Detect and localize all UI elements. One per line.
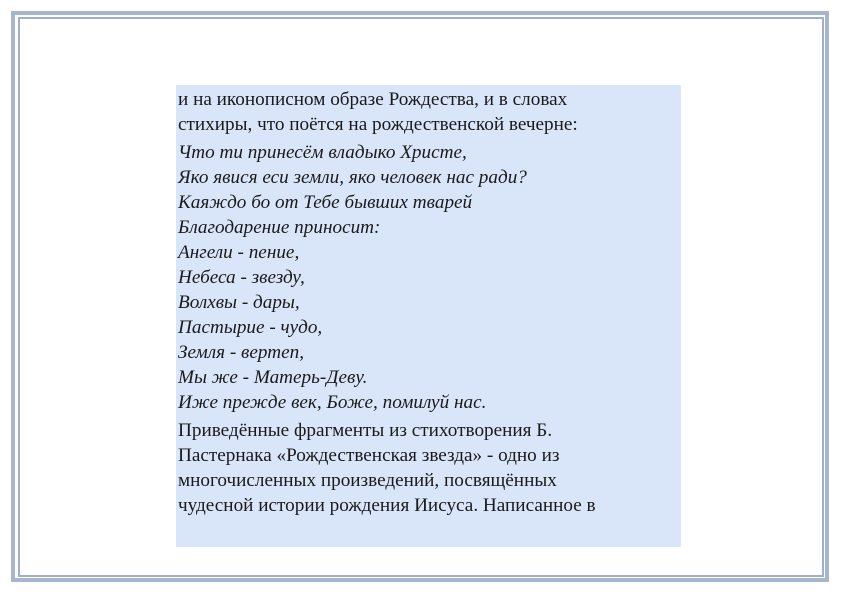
- text-box: [176, 85, 681, 547]
- poem-line: Земля - вертеп,: [178, 342, 305, 363]
- intro-line: стихиры, что поётся на рождественской вечерне:: [178, 114, 578, 135]
- poem-line: Волхвы - дары,: [178, 292, 300, 313]
- outro-line: Приведённые фрагменты из стихотворения Б.: [178, 420, 553, 441]
- poem-line: Яко явися еси земли, яко человек нас ради?: [178, 167, 527, 188]
- poem-block: [178, 140, 681, 415]
- poem-line: Ангели - пение,: [178, 242, 300, 263]
- intro-line: и на иконописном образе Рождества, и в словах: [178, 89, 568, 110]
- outro-line: Пастернака «Рождественская звезда» - одно из: [178, 445, 560, 466]
- poem-line: Что ти принесём владыко Христе,: [178, 142, 467, 163]
- poem-line: Каяждо бо от Тебе бывших тварей: [178, 192, 473, 213]
- outro-paragraph: [178, 418, 681, 518]
- poem-line: Мы же - Матерь-Деву.: [178, 367, 368, 388]
- intro-paragraph: [178, 87, 681, 137]
- outro-line: чудесной истории рождения Иисуса. Написанное в: [178, 495, 596, 516]
- poem-line: Благодарение приносит:: [178, 217, 381, 238]
- outro-line: многочисленных произведений, посвящённых: [178, 470, 557, 491]
- poem-line: Пастырие - чудо,: [178, 317, 323, 338]
- poem-line: Небеса - звезду,: [178, 267, 305, 288]
- poem-line: Иже прежде век, Боже, помилуй нас.: [178, 392, 487, 413]
